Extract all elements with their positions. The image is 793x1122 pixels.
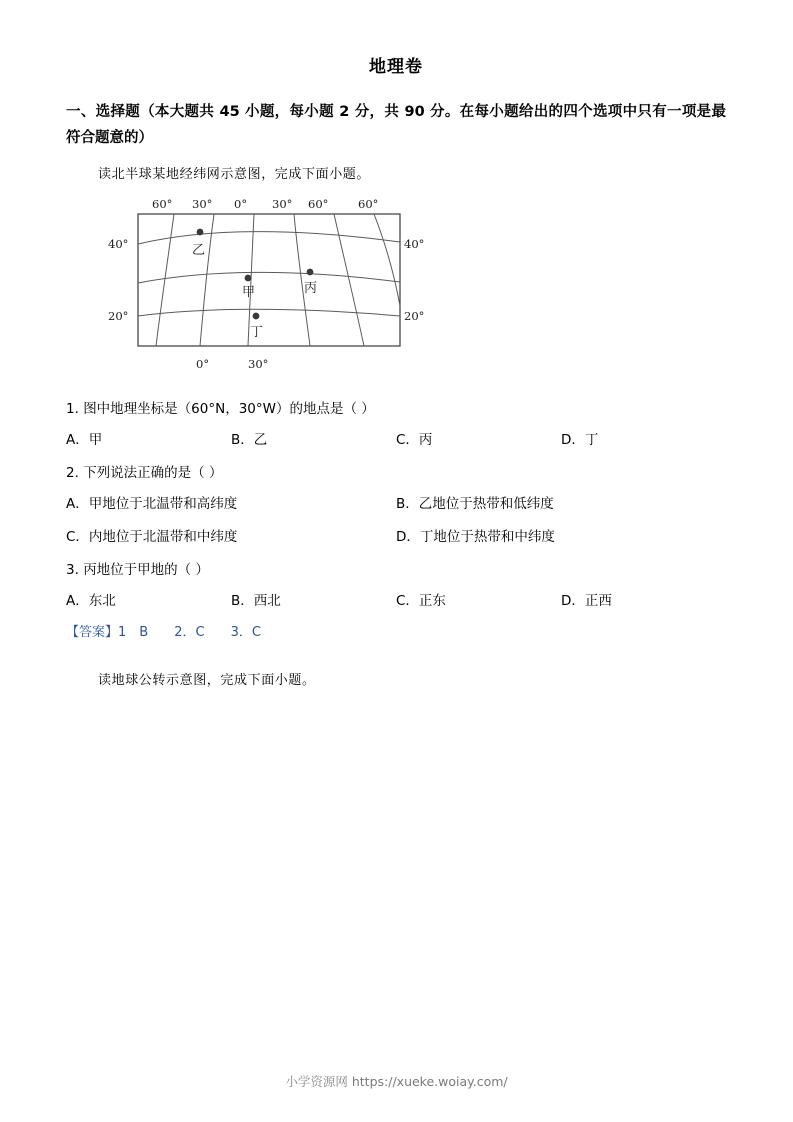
- stem-lead-2: 读地球公转示意图，完成下面小题。: [98, 673, 316, 688]
- svg-text:丙: 丙: [304, 281, 318, 296]
- question-2-text: [66, 462, 726, 484]
- answer-item-2: 2．C: [174, 625, 205, 640]
- svg-text:30°: 30°: [192, 197, 213, 211]
- question-1-text: [66, 398, 726, 420]
- svg-text:30°: 30°: [248, 357, 269, 371]
- option-b[interactable]: B．西北: [231, 593, 281, 609]
- footer-watermark: [0, 1072, 793, 1090]
- answer-line: [66, 623, 726, 643]
- option-a[interactable]: A．东北: [66, 593, 116, 609]
- svg-text:60°: 60°: [308, 197, 329, 211]
- option-a[interactable]: A．甲: [66, 432, 103, 448]
- figure-latitude-longitude-grid: [66, 188, 726, 388]
- svg-text:60°: 60°: [358, 197, 379, 211]
- question-1-body: 图中地理坐标是（60°N，30°W）的地点是（ ）: [83, 401, 375, 417]
- footer-url[interactable]: https://xueke.woiay.com/: [351, 1074, 508, 1089]
- svg-text:丁: 丁: [250, 325, 264, 340]
- question-3-options: [66, 590, 726, 612]
- option-d[interactable]: D．丁: [561, 432, 599, 448]
- option-b[interactable]: B．乙: [231, 432, 268, 448]
- answer-item-1: 1 B: [118, 625, 149, 640]
- svg-text:甲: 甲: [242, 285, 256, 300]
- question-2-options-row-2: [66, 526, 726, 548]
- document-content: [66, 52, 726, 688]
- svg-text:0°: 0°: [234, 197, 248, 211]
- grid-diagram-svg: [96, 188, 446, 383]
- option-c[interactable]: C．内地位于北温带和中纬度: [66, 529, 238, 545]
- option-d[interactable]: D．丁地位于热带和中纬度: [396, 529, 555, 545]
- svg-text:20°: 20°: [404, 309, 425, 323]
- option-d[interactable]: D．正西: [561, 593, 612, 609]
- question-2-number: 2.: [66, 465, 79, 481]
- footer-label: 小学资源网: [285, 1074, 348, 1089]
- question-1-options: [66, 429, 726, 451]
- svg-text:20°: 20°: [108, 309, 129, 323]
- svg-text:40°: 40°: [404, 237, 425, 251]
- svg-text:40°: 40°: [108, 237, 129, 251]
- svg-text:乙: 乙: [192, 243, 206, 258]
- point-bing-marker: [307, 269, 314, 276]
- question-1-number: 1.: [66, 401, 79, 417]
- svg-text:60°: 60°: [152, 197, 173, 211]
- question-2-body: 下列说法正确的是（ ）: [83, 465, 223, 481]
- option-c[interactable]: C．丙: [396, 432, 433, 448]
- svg-text:30°: 30°: [272, 197, 293, 211]
- answer-tag: 【答案】: [66, 625, 119, 640]
- question-3-number: 3.: [66, 562, 79, 578]
- stem-lead-1: 读北半球某地经纬网示意图，完成下面小题。: [98, 167, 371, 182]
- question-3-body: 丙地位于甲地的（ ）: [83, 562, 209, 578]
- option-b[interactable]: B．乙地位于热带和低纬度: [396, 496, 554, 512]
- answer-item-3: 3．C: [230, 625, 261, 640]
- page-title: 地理卷: [369, 57, 423, 77]
- question-2-options-row-1: [66, 493, 726, 515]
- point-ding-marker: [253, 313, 260, 320]
- option-a[interactable]: A．甲地位于北温带和高纬度: [66, 496, 238, 512]
- question-3-text: [66, 559, 726, 581]
- section-heading: 一、选择题（本大题共 45 小题，每小题 2 分，共 90 分。在每小题给出的四个选项中只有一项是最符合题意的）: [66, 104, 726, 146]
- option-c[interactable]: C．正东: [396, 593, 446, 609]
- svg-text:0°: 0°: [196, 357, 210, 371]
- point-jia-marker: [245, 275, 252, 282]
- point-yi-marker: [197, 229, 204, 236]
